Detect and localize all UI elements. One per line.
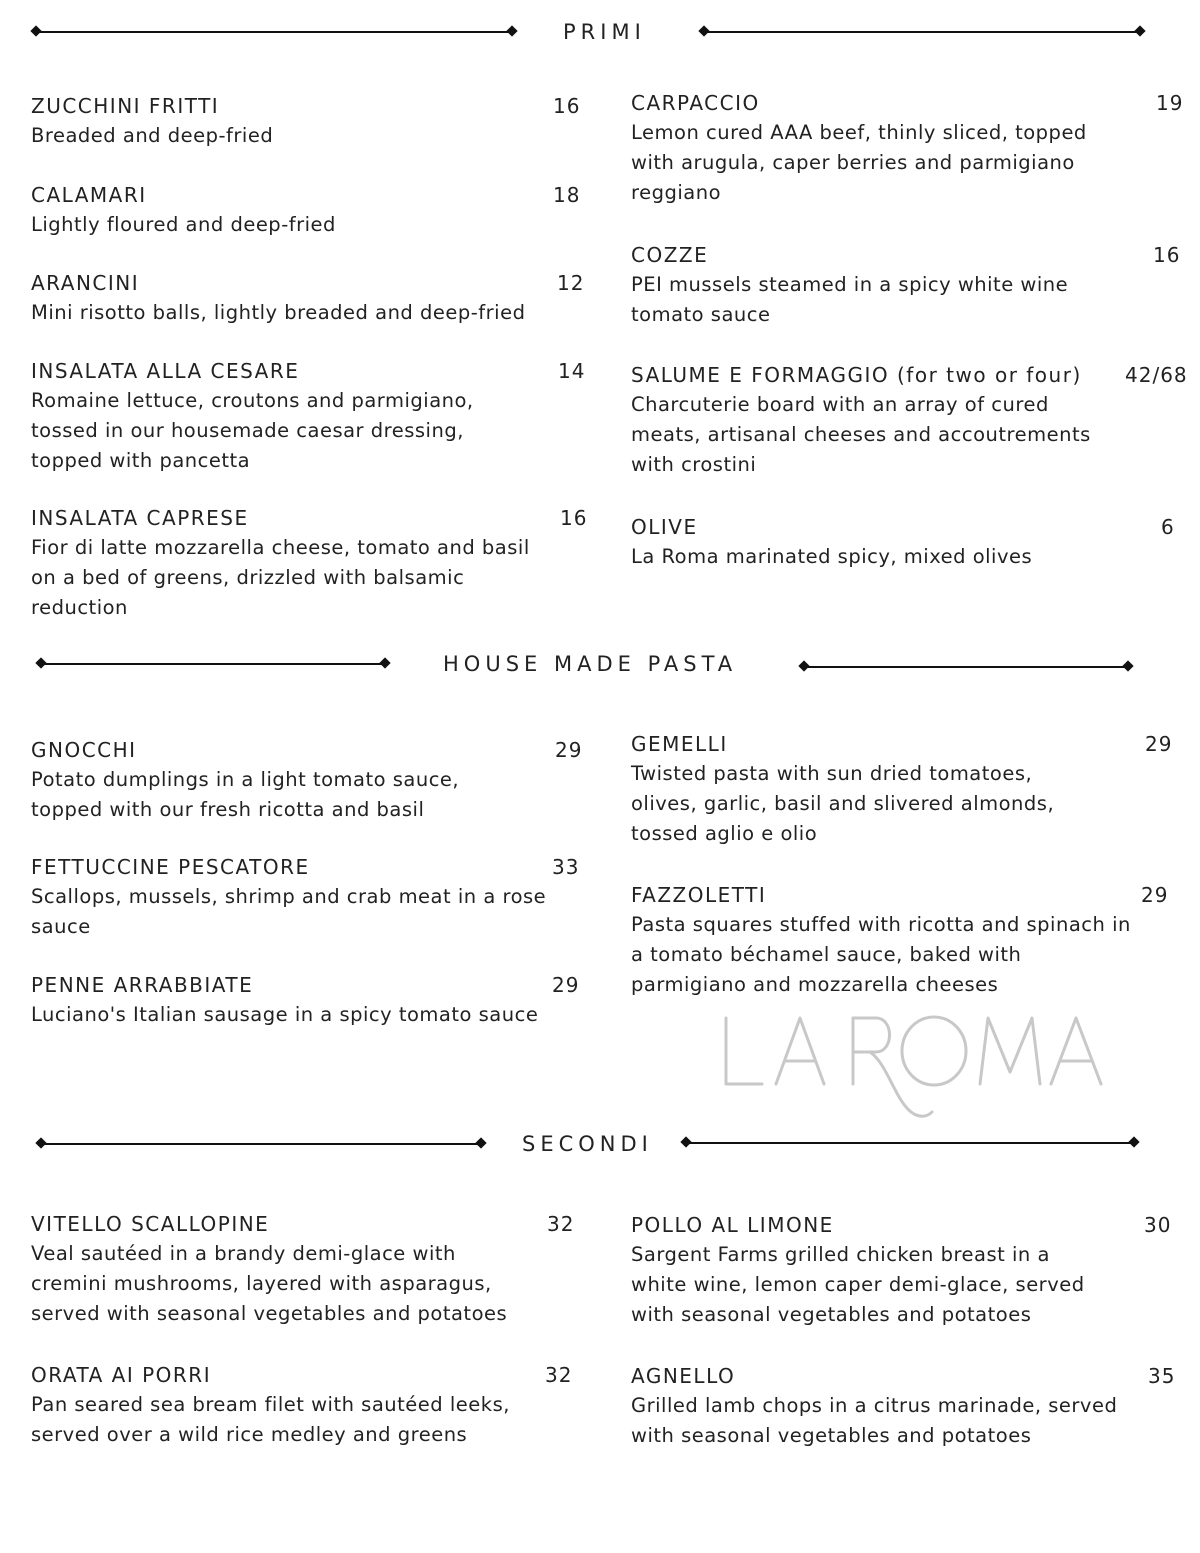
item-description: PEI mussels steamed in a spicy white wine tomato sauce bbox=[631, 273, 1069, 326]
item-name: CARPACCIO bbox=[631, 91, 760, 115]
item-description: Veal sautéed in a brandy demi-glace with cremini mushrooms, layered with asparagus, served with seasonal vegetables and potatoes bbox=[31, 1242, 508, 1325]
item-description: Pan seared sea bream filet with sautéed leeks, served over a wild rice medley and greens bbox=[31, 1393, 510, 1446]
item-price: 32 bbox=[547, 1212, 575, 1236]
menu-item bbox=[31, 180, 581, 240]
item-description: Luciano's Italian sausage in a spicy tomato sauce bbox=[31, 1003, 539, 1026]
divider-right bbox=[804, 666, 1128, 668]
item-price: 14 bbox=[558, 359, 586, 383]
item-price: 29 bbox=[552, 973, 580, 997]
divider-left bbox=[36, 31, 512, 33]
item-name: INSALATA ALLA CESARE bbox=[31, 359, 300, 383]
item-price: 30 bbox=[1144, 1213, 1172, 1237]
item-name: CALAMARI bbox=[31, 183, 147, 207]
section-header-primi bbox=[0, 17, 1200, 47]
item-price: 6 bbox=[1161, 515, 1175, 539]
item-price: 35 bbox=[1148, 1364, 1176, 1388]
section-header-pasta bbox=[0, 649, 1200, 679]
menu-item bbox=[631, 88, 1186, 208]
menu-item bbox=[31, 970, 591, 1030]
item-price: 29 bbox=[1141, 883, 1169, 907]
menu-item bbox=[631, 1210, 1186, 1330]
item-price: 19 bbox=[1156, 91, 1184, 115]
item-name: INSALATA CAPRESE bbox=[31, 506, 249, 530]
item-description: Pasta squares stuffed with ricotta and spinach in a tomato béchamel sauce, baked with parmigiano and mozzarella cheeses bbox=[631, 913, 1131, 996]
item-name: ARANCINI bbox=[31, 271, 140, 295]
item-name: ZUCCHINI FRITTI bbox=[31, 94, 220, 118]
menu-item bbox=[31, 91, 581, 151]
item-description: Romaine lettuce, croutons and parmigiano, tossed in our housemade caesar dressing, topped with pancetta bbox=[31, 389, 474, 472]
item-name: AGNELLO bbox=[631, 1364, 736, 1388]
menu-item bbox=[31, 268, 585, 328]
menu-item bbox=[31, 503, 591, 623]
item-description: Grilled lamb chops in a citrus marinade, served with seasonal vegetables and potatoes bbox=[631, 1394, 1118, 1447]
item-name: PENNE ARRABBIATE bbox=[31, 973, 254, 997]
menu-item bbox=[631, 360, 1191, 480]
item-price: 32 bbox=[545, 1363, 573, 1387]
section-header-secondi bbox=[0, 1129, 1200, 1159]
item-name: OLIVE bbox=[631, 515, 698, 539]
item-name: COZZE bbox=[631, 243, 709, 267]
item-price: 29 bbox=[555, 738, 583, 762]
item-description: Sargent Farms grilled chicken breast in a white wine, lemon caper demi-glace, served with seasonal vegetables and potatoes bbox=[631, 1243, 1085, 1326]
la-roma-logo bbox=[718, 1008, 1118, 1123]
divider-right bbox=[704, 31, 1140, 33]
item-description: Scallops, mussels, shrimp and crab meat in a rose sauce bbox=[31, 885, 547, 938]
item-name: ORATA AI PORRI bbox=[31, 1363, 212, 1387]
menu-item bbox=[631, 512, 1186, 572]
item-name: FAZZOLETTI bbox=[631, 883, 767, 907]
item-price: 16 bbox=[560, 506, 588, 530]
item-price: 29 bbox=[1145, 732, 1173, 756]
menu-item bbox=[631, 880, 1186, 1000]
menu-item bbox=[31, 1209, 591, 1329]
item-price: 16 bbox=[1153, 243, 1181, 267]
section-title: SECONDI bbox=[522, 1132, 653, 1156]
menu-item bbox=[631, 1361, 1186, 1451]
item-description: Potato dumplings in a light tomato sauce, topped with our fresh ricotta and basil bbox=[31, 768, 460, 821]
section-title: PRIMI bbox=[563, 20, 646, 44]
divider-left bbox=[41, 663, 385, 665]
divider-left bbox=[41, 1143, 481, 1145]
item-description: Lightly floured and deep-fried bbox=[31, 213, 336, 236]
item-name: FETTUCCINE PESCATORE bbox=[31, 855, 310, 879]
item-price: 12 bbox=[557, 271, 585, 295]
item-description: Mini risotto balls, lightly breaded and deep-fried bbox=[31, 301, 526, 324]
menu-item bbox=[31, 735, 591, 825]
item-description: Breaded and deep-fried bbox=[31, 124, 274, 147]
item-price: 18 bbox=[553, 183, 581, 207]
item-description: Lemon cured AAA beef, thinly sliced, topped with arugula, caper berries and parmigiano reggiano bbox=[631, 121, 1087, 204]
menu-item bbox=[631, 729, 1186, 849]
item-description: La Roma marinated spicy, mixed olives bbox=[631, 545, 1033, 568]
menu-item bbox=[31, 356, 586, 476]
item-name: VITELLO SCALLOPINE bbox=[31, 1212, 270, 1236]
item-price: 33 bbox=[552, 855, 580, 879]
divider-right bbox=[686, 1142, 1134, 1144]
item-description: Twisted pasta with sun dried tomatoes, olives, garlic, basil and slivered almonds, tossed aglio e olio bbox=[631, 762, 1055, 845]
item-name: GEMELLI bbox=[631, 732, 728, 756]
item-name: GNOCCHI bbox=[31, 738, 137, 762]
menu-item bbox=[31, 1360, 591, 1450]
item-name: POLLO AL LIMONE bbox=[631, 1213, 834, 1237]
section-title: HOUSE MADE PASTA bbox=[443, 652, 738, 676]
menu-item bbox=[631, 240, 1186, 330]
item-price: 16 bbox=[553, 94, 581, 118]
item-description: Charcuterie board with an array of cured meats, artisanal cheeses and accoutrements with crostini bbox=[631, 393, 1091, 476]
item-price: 42/68 bbox=[1125, 363, 1188, 387]
menu-item bbox=[31, 852, 591, 942]
item-description: Fior di latte mozzarella cheese, tomato and basil on a bed of greens, drizzled with balsamic reduction bbox=[31, 536, 530, 619]
item-name: SALUME E FORMAGGIO (for two or four) bbox=[631, 363, 1082, 387]
